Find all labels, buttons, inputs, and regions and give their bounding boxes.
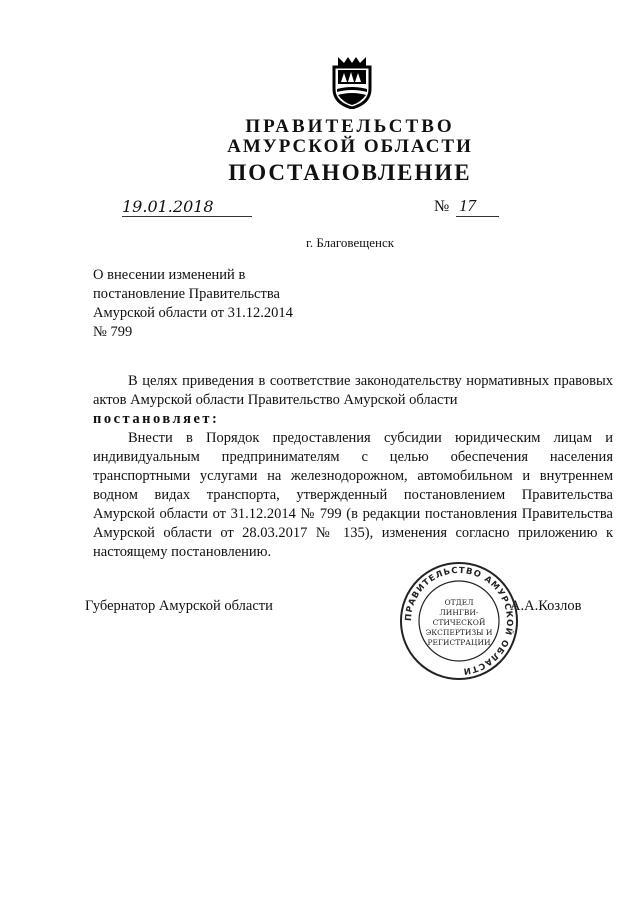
seal-line: ЛИНГВИ- bbox=[439, 608, 479, 617]
signatory-title: Губернатор Амурской области bbox=[85, 598, 273, 614]
region-title: АМУРСКОЙ ОБЛАСТИ bbox=[227, 136, 473, 157]
seal-line: ЭКСПЕРТИЗЫ И bbox=[425, 628, 493, 637]
signatory-name: А.А.Козлов bbox=[510, 598, 582, 614]
decree-text-paragraph: Внести в Порядок предоставления субсидии юридическим лицам и индивидуальным предпринимателям с целью обеспечения населения транспортными услугами на железнодорожном, автомобильном и внутреннем водном видах транспорта, утвержденный постановлением Правительства Амурской области от 31.12.2014 № 799 (в редакции постановления Правительства Амурской области от 28.03.2017 № 135), изменения согласно приложению к настоящему постановлению. bbox=[93, 430, 613, 560]
seal-line: РЕГИСТРАЦИИ bbox=[427, 638, 491, 647]
city: г. Благовещенск bbox=[305, 235, 395, 250]
document-subject: О внесении изменений в постановление Правительства Амурской области от 31.12.2014 № 799 bbox=[93, 267, 293, 340]
decree-word: постановляет: bbox=[93, 411, 220, 427]
document-date: 19.01.2018 bbox=[122, 197, 252, 217]
seal-outer-text: ПРАВИТЕЛЬСТВО АМУРСКОЙ ОБЛАСТИ bbox=[403, 565, 515, 676]
seal-line: СТИЧЕСКОЙ bbox=[432, 618, 486, 627]
preamble-paragraph: В целях приведения в соответствие законодательству нормативных правовых актов Амурской области Правительство Амурской области bbox=[93, 373, 613, 408]
government-title: ПРАВИТЕЛЬСТВО bbox=[245, 116, 455, 137]
number-label: № bbox=[434, 198, 450, 215]
amur-region-coat-of-arms-icon bbox=[330, 55, 374, 109]
seal-line: ОТДЕЛ bbox=[444, 598, 474, 607]
registration-seal bbox=[398, 560, 520, 682]
document-type: ПОСТАНОВЛЕНИЕ bbox=[228, 160, 472, 185]
document-number: 17 bbox=[456, 196, 499, 217]
document-body bbox=[93, 372, 613, 562]
